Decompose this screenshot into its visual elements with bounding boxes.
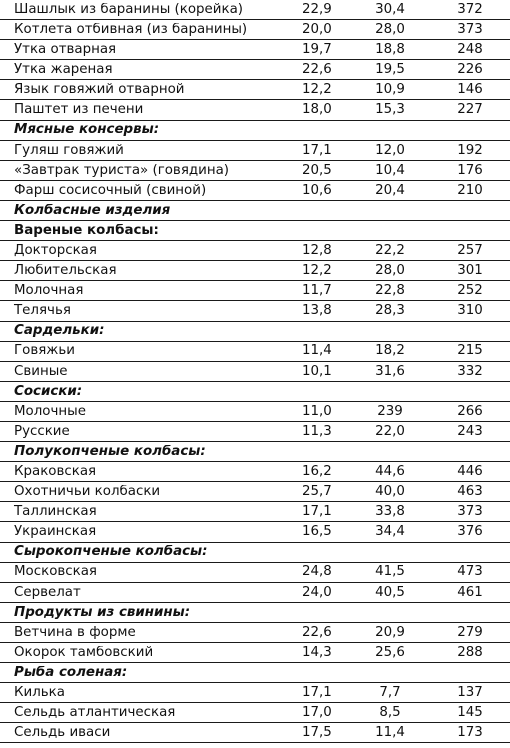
protein-value: 19,7 xyxy=(302,42,332,58)
table-row xyxy=(0,20,510,40)
protein-value: 12,2 xyxy=(302,82,332,98)
protein-value: 16,2 xyxy=(302,464,332,479)
kcal-value: 288 xyxy=(457,644,483,660)
table-row xyxy=(0,522,510,542)
table-row xyxy=(0,60,510,80)
protein-value: 17,1 xyxy=(302,142,332,158)
section-heading: Рыба соленая: xyxy=(14,665,128,680)
section-heading: Вареные колбасы: xyxy=(14,223,159,238)
protein-value: 13,8 xyxy=(302,303,332,319)
kcal-value: 176 xyxy=(457,162,483,178)
product-name: «Завтрак туриста» (говядина) xyxy=(14,163,230,177)
product-name: Сельдь иваси xyxy=(14,726,111,740)
fat-value: 7,7 xyxy=(379,685,401,701)
kcal-value: 372 xyxy=(457,1,483,17)
fat-value: 25,6 xyxy=(375,644,405,660)
protein-value: 17,1 xyxy=(302,685,332,701)
product-name: Фарш сосисочный (свиной) xyxy=(14,183,207,198)
product-name: Краковская xyxy=(14,465,97,479)
section-heading-row xyxy=(0,322,510,342)
table-row xyxy=(0,583,510,603)
section-heading: Мясные консервы: xyxy=(14,123,160,137)
product-name: Шашлык из баранины (корейка) xyxy=(14,2,244,17)
fat-value: 40,5 xyxy=(375,584,405,600)
table-row xyxy=(0,40,510,60)
product-name: Докторская xyxy=(14,243,97,258)
table-row xyxy=(0,402,510,422)
product-name: Язык говяжий отварной xyxy=(14,83,185,97)
table-row xyxy=(0,563,510,583)
kcal-value: 227 xyxy=(457,102,483,118)
kcal-value: 332 xyxy=(457,363,483,379)
product-name: Утка отварная xyxy=(14,43,117,57)
kcal-value: 210 xyxy=(457,182,483,198)
kcal-value: 173 xyxy=(457,725,483,741)
fat-value: 28,0 xyxy=(375,263,405,279)
section-heading-row xyxy=(0,382,510,402)
table-row xyxy=(0,482,510,502)
protein-value: 18,0 xyxy=(302,102,332,118)
kcal-value: 137 xyxy=(457,685,483,701)
kcal-value: 215 xyxy=(457,343,483,359)
fat-value: 22,2 xyxy=(375,242,405,258)
table-row xyxy=(0,623,510,643)
kcal-value: 257 xyxy=(457,242,483,258)
table-row xyxy=(0,422,510,442)
table-row xyxy=(0,703,510,723)
table-row xyxy=(0,502,510,522)
fat-value: 239 xyxy=(377,403,403,419)
fat-value: 22,8 xyxy=(375,283,405,299)
fat-value: 22,0 xyxy=(375,423,405,439)
kcal-value: 266 xyxy=(457,403,483,419)
protein-value: 10,6 xyxy=(302,182,332,198)
table-row xyxy=(0,281,510,301)
table-row xyxy=(0,342,510,362)
product-name: Любительская xyxy=(14,264,117,278)
fat-value: 11,4 xyxy=(375,725,405,741)
protein-value: 20,0 xyxy=(302,21,332,37)
protein-value: 24,8 xyxy=(302,564,332,580)
section-heading-row xyxy=(0,121,510,141)
section-heading: Сардельки: xyxy=(14,324,105,338)
section-heading-row xyxy=(0,663,510,683)
kcal-value: 145 xyxy=(457,705,483,721)
kcal-value: 301 xyxy=(457,263,483,279)
kcal-value: 376 xyxy=(457,524,483,540)
table-row xyxy=(0,261,510,281)
product-name: Окорок тамбовский xyxy=(14,645,154,660)
protein-value: 20,5 xyxy=(302,162,332,178)
fat-value: 20,4 xyxy=(375,182,405,198)
product-name: Сервелат xyxy=(14,585,81,599)
table-row xyxy=(0,80,510,100)
fat-value: 10,9 xyxy=(375,82,405,98)
protein-value: 17,1 xyxy=(302,504,332,520)
product-name: Таллинская xyxy=(14,505,97,519)
protein-value: 12,8 xyxy=(302,242,332,258)
protein-value: 11,7 xyxy=(302,283,332,299)
protein-value: 24,0 xyxy=(302,584,332,600)
table-row xyxy=(0,181,510,201)
kcal-value: 226 xyxy=(457,62,483,78)
fat-value: 33,8 xyxy=(375,504,405,520)
fat-value: 40,0 xyxy=(375,484,405,500)
fat-value: 12,0 xyxy=(375,142,405,158)
fat-value: 8,5 xyxy=(379,705,401,721)
kcal-value: 373 xyxy=(457,21,483,37)
product-name: Утка жареная xyxy=(14,63,113,77)
product-name: Килька xyxy=(14,686,65,700)
kcal-value: 279 xyxy=(457,624,483,640)
subsection-heading-row xyxy=(0,221,510,241)
kcal-value: 252 xyxy=(457,283,483,299)
product-name: Молочные xyxy=(14,404,86,419)
fat-value: 20,9 xyxy=(375,624,405,640)
product-name: Ветчина в форме xyxy=(14,625,136,640)
fat-value: 18,2 xyxy=(375,343,405,359)
product-name: Котлета отбивная (из баранины) xyxy=(14,22,248,37)
product-name: Говяжьи xyxy=(14,344,75,358)
product-name: Гуляш говяжий xyxy=(14,143,124,157)
protein-value: 17,0 xyxy=(302,705,332,721)
table-row xyxy=(0,141,510,161)
fat-value: 15,3 xyxy=(375,102,405,118)
fat-value: 30,4 xyxy=(375,1,405,17)
section-heading-row xyxy=(0,442,510,462)
section-heading-row xyxy=(0,543,510,563)
section-heading: Сосиски: xyxy=(14,384,83,399)
table-row xyxy=(0,0,510,20)
kcal-value: 248 xyxy=(457,42,483,58)
fat-value: 44,6 xyxy=(375,464,405,479)
kcal-value: 243 xyxy=(457,423,483,439)
product-name: Молочная xyxy=(14,284,84,298)
kcal-value: 446 xyxy=(457,464,483,479)
fat-value: 28,0 xyxy=(375,21,405,37)
protein-value: 11,0 xyxy=(302,403,332,419)
fat-value: 41,5 xyxy=(375,564,405,580)
fat-value: 10,4 xyxy=(375,162,405,178)
protein-value: 25,7 xyxy=(302,484,332,500)
table-row xyxy=(0,301,510,321)
protein-value: 12,2 xyxy=(302,263,332,279)
table-row xyxy=(0,161,510,181)
section-heading-row xyxy=(0,201,510,221)
kcal-value: 373 xyxy=(457,504,483,520)
section-heading: Полукопченые колбасы: xyxy=(14,444,206,459)
fat-value: 31,6 xyxy=(375,363,405,379)
product-name: Охотничьи колбаски xyxy=(14,485,161,499)
protein-value: 22,6 xyxy=(302,62,332,78)
kcal-value: 310 xyxy=(457,303,483,319)
protein-value: 11,4 xyxy=(302,343,332,359)
fat-value: 19,5 xyxy=(375,62,405,78)
product-name: Русские xyxy=(14,424,70,439)
table-row xyxy=(0,723,510,743)
kcal-value: 473 xyxy=(457,564,483,580)
section-heading: Сырокопченые колбасы: xyxy=(14,545,208,559)
kcal-value: 463 xyxy=(457,484,483,500)
table-row xyxy=(0,100,510,120)
fat-value: 28,3 xyxy=(375,303,405,319)
section-heading: Продукты из свинины: xyxy=(14,605,191,620)
fat-value: 18,8 xyxy=(375,42,405,58)
product-name: Паштет из печени xyxy=(14,103,144,117)
kcal-value: 146 xyxy=(457,82,483,98)
table-row xyxy=(0,683,510,703)
product-name: Московская xyxy=(14,565,97,579)
product-name: Украинская xyxy=(14,525,97,539)
kcal-value: 461 xyxy=(457,584,483,600)
product-name: Свиные xyxy=(14,364,68,378)
table-row xyxy=(0,462,510,482)
protein-value: 14,3 xyxy=(302,644,332,660)
fat-value: 34,4 xyxy=(375,524,405,540)
protein-value: 22,6 xyxy=(302,624,332,640)
protein-value: 17,5 xyxy=(302,725,332,741)
section-heading: Колбасные изделия xyxy=(14,203,171,218)
protein-value: 16,5 xyxy=(302,524,332,540)
product-name: Сельдь атлантическая xyxy=(14,706,176,720)
protein-value: 11,3 xyxy=(302,423,332,439)
table-row xyxy=(0,643,510,663)
kcal-value: 192 xyxy=(457,142,483,158)
product-name: Телячья xyxy=(14,304,71,318)
table-row xyxy=(0,362,510,382)
section-heading-row xyxy=(0,603,510,623)
protein-value: 10,1 xyxy=(302,363,332,379)
table-row xyxy=(0,241,510,261)
protein-value: 22,9 xyxy=(302,1,332,17)
